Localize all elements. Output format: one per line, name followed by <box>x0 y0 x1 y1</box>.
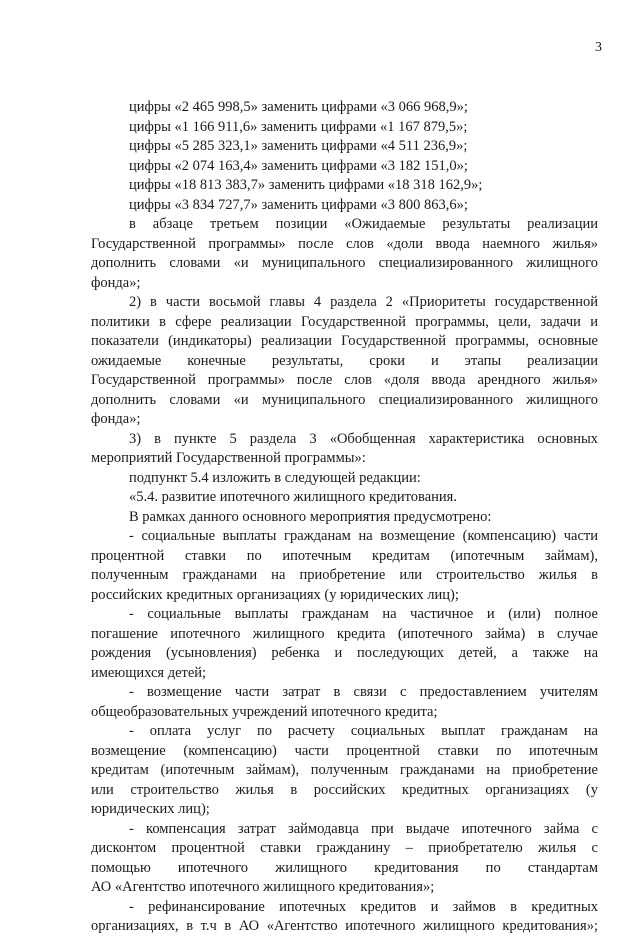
text-line: подпункт 5.4 изложить в следующей редакции: <box>129 469 421 486</box>
text-line: цифры «2 465 998,5» заменить цифрами «3 066 968,9»; <box>129 99 468 115</box>
text-line: Государственной программы» после слов «доли ввода наемного жилья» <box>91 235 598 252</box>
text-line: цифры «1 166 911,6» заменить цифрами «1 167 879,5»; <box>129 118 468 135</box>
text-line: возмещение (компенсацию) части процентной ставки по ипотечным <box>91 742 598 759</box>
text-line: общеобразовательных учреждений ипотечного кредита; <box>91 703 438 720</box>
text-line: фонда»; <box>91 274 141 291</box>
text-line: дополнить словами «и муниципального специализированного жилищного <box>91 391 598 408</box>
text-line: погашение ипотечного жилищного кредита (ипотечного займа) в случае <box>91 625 598 642</box>
text-line: ожидаемые конечные результаты, сроки и этапы реализации <box>91 352 598 369</box>
text-line: цифры «18 813 383,7» заменить цифрами «18 318 162,9»; <box>129 177 483 193</box>
text-line: фонда»; <box>91 411 141 427</box>
text-line: - социальные выплаты гражданам на возмещение (компенсацию) части <box>129 528 598 544</box>
text-line: цифры «5 285 323,1» заменить цифрами «4 511 236,9»; <box>129 138 468 154</box>
text-line: - социальные выплаты гражданам на частичное и (или) полное <box>129 606 598 622</box>
text-line: в абзаце третьем позиции «Ожидаемые результаты реализации <box>129 216 598 232</box>
text-line: кредитам (ипотечным займам), полученным гражданами на приобретение <box>91 762 598 778</box>
text-line: В рамках данного основного мероприятия предусмотрено: <box>129 508 492 525</box>
text-line: российских кредитных организациях (у юридических лиц); <box>91 586 459 603</box>
text-line: помощью ипотечного жилищного кредитования по стандартам <box>91 859 598 876</box>
text-line: дополнить словами «и муниципального специализированного жилищного <box>91 255 598 271</box>
document-body <box>91 98 598 937</box>
text-line: - рефинансирование ипотечных кредитов и займов в кредитных <box>129 898 598 915</box>
text-line: политики в сфере реализации Государственной программы, цели, задачи и <box>91 313 598 330</box>
text-line: рождения (усыновления) ребенка и последующих детей, а также на <box>91 645 598 661</box>
text-line: или строительство жилья в российских кредитных организациях (у <box>91 781 598 798</box>
text-line: 3) в пункте 5 раздела 3 «Обобщенная характеристика основных <box>129 430 598 447</box>
text-line: Государственной программы» после слов «доля ввода арендного жилья» <box>91 372 598 388</box>
text-line: цифры «3 834 727,7» заменить цифрами «3 800 863,6»; <box>129 196 468 213</box>
text-line: полученным гражданами на приобретение или строительство жилья в <box>91 567 598 583</box>
text-line: - возмещение части затрат в связи с предоставлением учителям <box>129 684 598 700</box>
text-line: АО «Агентство ипотечного жилищного кредитования»; <box>91 879 435 895</box>
text-line: мероприятий Государственной программы»: <box>91 450 366 466</box>
text-line: организациях, в т.ч в АО «Агентство ипотечного жилищного кредитования»; <box>91 918 598 934</box>
text-line: процентной ставки по ипотечным кредитам (ипотечным займам), <box>91 547 598 564</box>
text-line: 2) в части восьмой главы 4 раздела 2 «Приоритеты государственной <box>129 294 598 310</box>
text-line: имеющихся детей; <box>91 664 207 681</box>
page-number: 3 <box>595 40 602 55</box>
text-line: цифры «2 074 163,4» заменить цифрами «3 182 151,0»; <box>129 157 468 174</box>
text-line: «5.4. развитие ипотечного жилищного кредитования. <box>129 489 457 505</box>
text-line: - оплата услуг по расчету социальных выплат гражданам на <box>129 723 598 739</box>
text-line: юридических лиц); <box>91 801 210 817</box>
text-line: показатели (индикаторы) реализации Государственной программы, основные <box>91 333 598 349</box>
text-line: - компенсация затрат займодавца при выдаче ипотечного займа с <box>129 820 598 837</box>
text-line: дисконтом процентной ставки гражданину – приобретателю жилья с <box>91 840 598 856</box>
